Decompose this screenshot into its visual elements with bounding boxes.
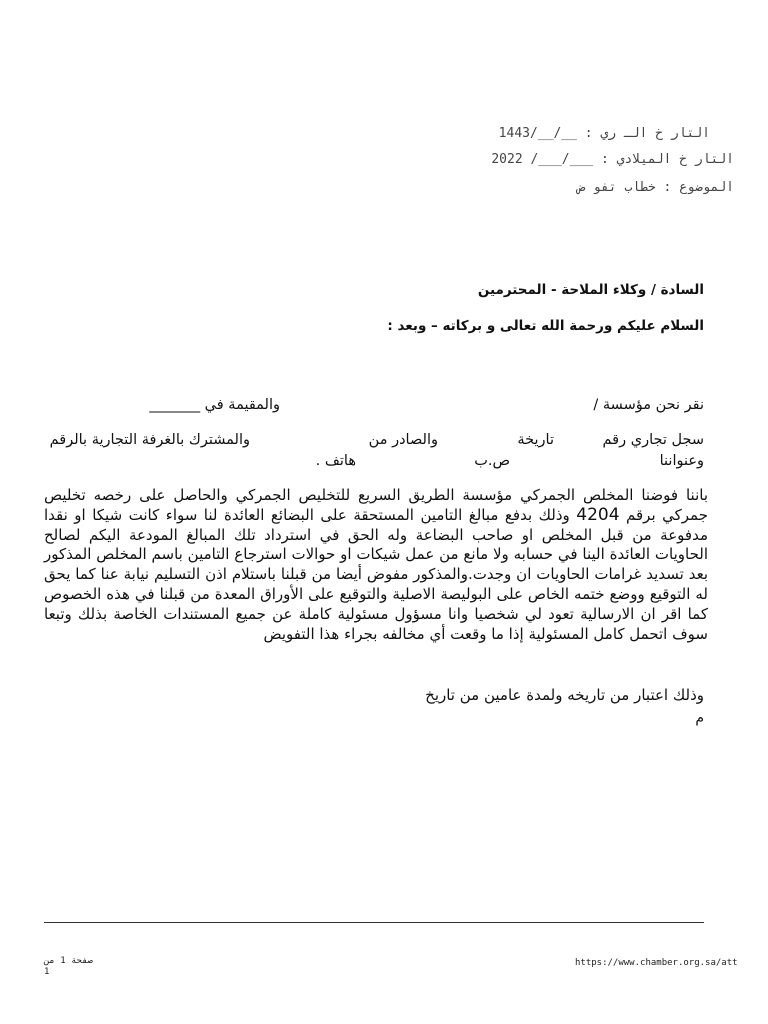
chamber-membership: والمشترك بالغرفة التجارية بالرقم	[49, 432, 250, 448]
register-issued-from: والصادر من	[368, 432, 438, 448]
authorization-paragraph	[44, 486, 708, 644]
addressee: السادة / وكلاء الملاحة - المحترمين	[477, 282, 704, 298]
address-label: وعنواننا	[659, 453, 704, 469]
validity-tail: م	[695, 710, 704, 726]
body-text-rest: وذلك بدفع مبالغ التامين المستحقة على البضائع العائدة لنا سواء كانت شيكا او نقدا مدفوعة من قبل المخلص او صاحب البضاعة وله الحق في استرداد تلك المبالغ المودعة اليكم لصالح الحاويات العائدة الينا في حسابه ولا مانع من عمل شيكات او حوالات استرجاع التامين باسم المخلص المذكور بعد تسديد غرامات الحاويات ان وجدت.والمذكور مفوض أيضا من قبلنا باستلام اذن التسليم نيابة عنا كما يحق له التوقيع ووضع ختمه الخاص على البوليصة الاصلية والتوقيع على الأوراق المعدة من قبلنا في هذه الخصوص كما اقر ان الارسالية تعود لي شخصيا وانا مسؤول مسئولية كاملة عن جميع المستندات الخاصة بذلك وتبعا سوف اتحمل كامل المسئولية إذا ما وقعت أي مخالفه بجراء هذا التفويض	[44, 505, 708, 643]
footer-url: https://www.chamber.org.sa/att	[575, 958, 738, 968]
po-box-label: ص.ب	[474, 453, 510, 469]
license-number: 4204	[576, 504, 620, 525]
footer-divider	[44, 922, 704, 923]
letter-subject: الموضوع : خطاب تفو ض	[577, 180, 734, 195]
page-number-label: صفحة 1 من	[44, 956, 93, 966]
page-number-total: 1	[44, 967, 50, 977]
validity-line: وذلك اعتبار من تاريخه ولمدة عامين من تاريخ	[425, 686, 704, 704]
greeting: السلام عليكم ورحمة الله تعالى و بركاته – وبعد :	[387, 318, 704, 334]
declaration-company: نقر نحن مؤسسة /	[593, 397, 704, 413]
commercial-register: سجل تجاري رقم	[602, 432, 704, 448]
register-date: تاريخة	[517, 432, 554, 448]
hijri-date: التار خ الـ ري : __/__/1443	[498, 126, 710, 141]
declaration-residence: والمقيمة في _______	[149, 397, 280, 413]
gregorian-date: التار خ الميلادي : ___/___/ 2022	[491, 152, 734, 167]
body-text-start: باننا فوضنا المخلص الجمركي مؤسسة الطريق السريع للتخليص الجمركي والحاصل على رخصه تخليص جمركي برقم	[44, 486, 708, 524]
phone-label: هاتف .	[315, 453, 356, 469]
